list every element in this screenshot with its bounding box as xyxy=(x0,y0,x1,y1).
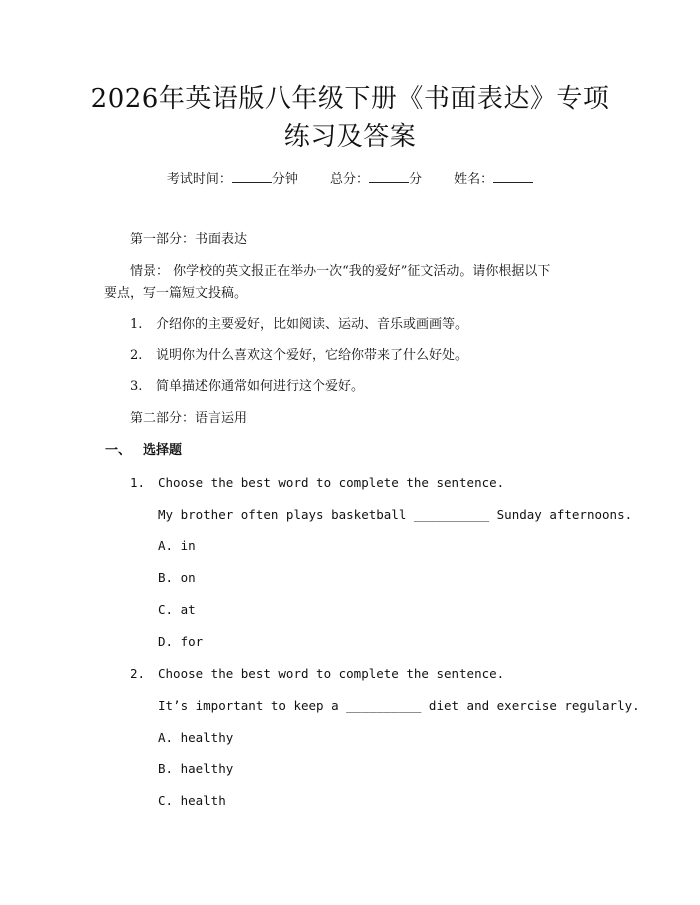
exam-time-field xyxy=(167,172,302,187)
document-title-line2: 练习及答案 xyxy=(283,122,417,152)
section-number: 一、 xyxy=(105,443,132,458)
point-number: 3. xyxy=(130,379,143,394)
part1-scenario-line2: 要点，写一篇短文投稿。 xyxy=(104,286,248,301)
part1-point-item xyxy=(130,376,600,398)
part1-point-item xyxy=(130,314,600,336)
point-text: 简单描述你通常如何进行这个爱好。 xyxy=(156,379,365,394)
option-item: D. for xyxy=(158,634,204,649)
exam-name-label: 姓名： xyxy=(454,172,494,187)
document-title-line1: 2026年英语版八年级下册《书面表达》专项 xyxy=(90,84,610,114)
option-item: C. health xyxy=(158,793,226,808)
exam-time-unit: 分钟 xyxy=(271,172,298,187)
exam-score-field xyxy=(330,172,426,187)
part2-title: 第二部分：语言运用 xyxy=(130,411,248,426)
point-number: 1. xyxy=(130,317,143,332)
option-item: A. in xyxy=(158,538,196,553)
point-number: 2. xyxy=(130,348,143,363)
exam-score-label: 总分： xyxy=(329,172,369,187)
exam-score-unit: 分 xyxy=(409,172,423,187)
option-item: B. on xyxy=(158,570,196,585)
section-heading xyxy=(105,440,182,462)
option-item: A. healthy xyxy=(158,730,234,745)
point-text: 说明你为什么喜欢这个爱好，它给你带来了什么好处。 xyxy=(156,348,469,363)
exam-time-label: 考试时间： xyxy=(166,172,232,187)
exam-name-field xyxy=(454,172,533,187)
question-number: 1. xyxy=(130,475,146,490)
question-instruction: Choose the best word to complete the sentence. xyxy=(158,666,505,681)
section-title: 选择题 xyxy=(143,443,183,458)
exam-time-blank xyxy=(232,168,272,183)
part1-scenario-line1: 情景： 你学校的英文报正在举办一次“我的爱好”征文活动。请你根据以下 xyxy=(130,264,551,279)
question-number: 2. xyxy=(130,666,146,681)
option-item: C. at xyxy=(158,602,196,617)
exam-name-blank xyxy=(493,168,533,183)
part1-point-item xyxy=(130,345,600,367)
question-instruction: Choose the best word to complete the sentence. xyxy=(158,475,505,490)
point-text: 介绍你的主要爱好，比如阅读、运动、音乐或画画等。 xyxy=(156,317,469,332)
question-sentence: My brother often plays basketball __________ Sunday afternoons. xyxy=(158,507,633,522)
option-item: B. haelthy xyxy=(158,761,234,776)
exam-info-bar xyxy=(0,168,700,190)
question-sentence: It’s important to keep a __________ diet and exercise regularly. xyxy=(158,698,640,713)
part1-title: 第一部分：书面表达 xyxy=(130,232,248,247)
exam-score-blank xyxy=(369,168,409,183)
